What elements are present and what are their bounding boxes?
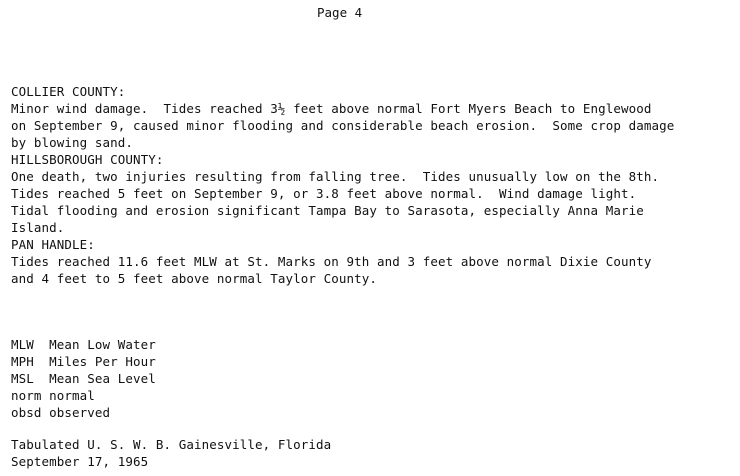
page-number: Page 4 <box>317 5 363 20</box>
abbreviation-obsd: obsd observed <box>11 405 111 420</box>
abbreviation-norm: norm normal <box>11 388 95 403</box>
hillsborough-line-1: One death, two injuries resulting from falling tree. Tides unusually low on the 8th. <box>11 169 660 184</box>
hillsborough-line-2: Tides reached 5 feet on September 9, or 3.8 feet above normal. Wind damage light. <box>11 186 637 201</box>
panhandle-line-2: and 4 feet to 5 feet above normal Taylor County. <box>11 271 378 286</box>
tabulated-date: September 17, 1965 <box>11 454 149 469</box>
hillsborough-line-4: Island. <box>11 220 65 235</box>
abbreviation-mlw: MLW Mean Low Water <box>11 337 156 352</box>
hillsborough-line-3: Tidal flooding and erosion significant Tampa Bay to Sarasota, especially Anna Marie <box>11 203 644 218</box>
collier-line-2: on September 9, caused minor flooding and considerable beach erosion. Some crop damage <box>11 118 675 133</box>
collier-county-heading: COLLIER COUNTY: <box>11 84 126 99</box>
collier-line-1: Minor wind damage. Tides reached 3½ feet above normal Fort Myers Beach to Englewood <box>11 101 652 116</box>
collier-line-3: by blowing sand. <box>11 135 134 150</box>
tabulated-by: Tabulated U. S. W. B. Gainesville, Florida <box>11 437 332 452</box>
hillsborough-county-heading: HILLSBOROUGH COUNTY: <box>11 152 164 167</box>
panhandle-heading: PAN HANDLE: <box>11 237 95 252</box>
abbreviation-msl: MSL Mean Sea Level <box>11 371 156 386</box>
abbreviation-mph: MPH Miles Per Hour <box>11 354 156 369</box>
panhandle-line-1: Tides reached 11.6 feet MLW at St. Marks on 9th and 3 feet above normal Dixie County <box>11 254 652 269</box>
